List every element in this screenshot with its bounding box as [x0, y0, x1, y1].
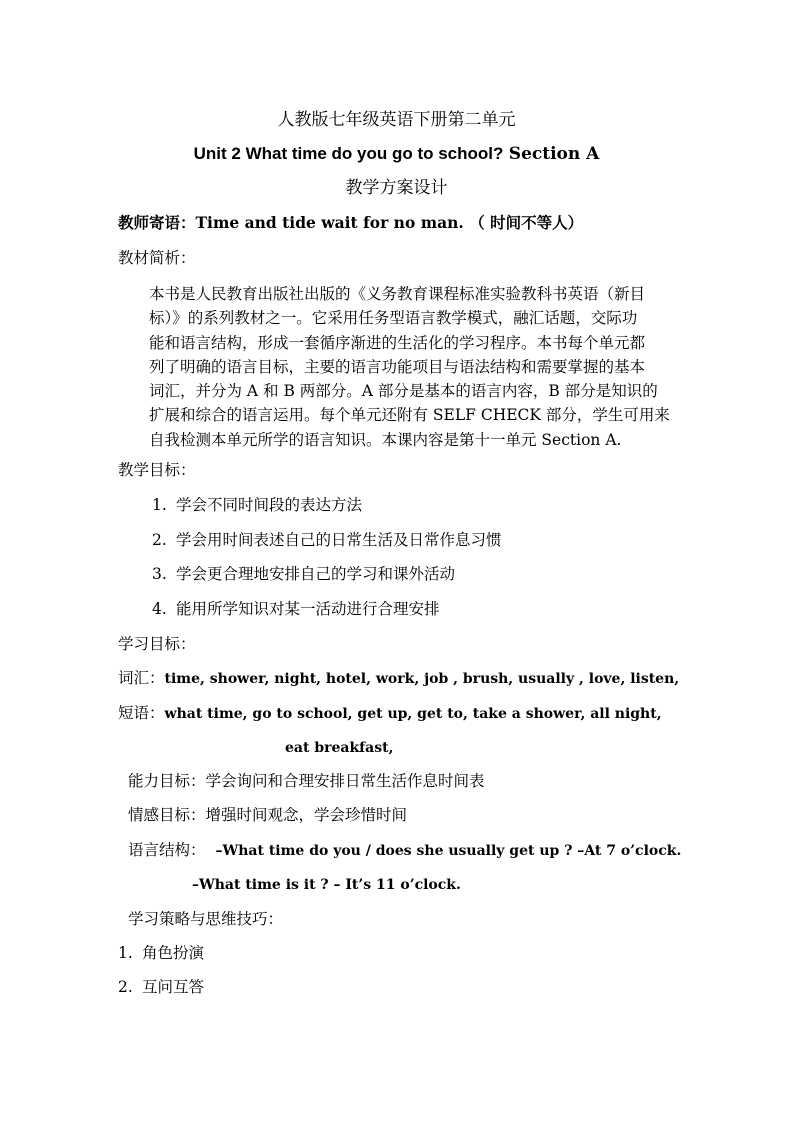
analysis-paragraph	[149, 282, 679, 452]
phrases-list: what time, go to school, get up, get to, take a shower, all night,	[164, 706, 662, 722]
analysis-line: 本书是人民教育出版社出版的《义务教育课程标准实验教科书英语（新目	[149, 285, 646, 303]
structure-label: 语言结构：	[128, 841, 206, 859]
motto-line	[118, 213, 583, 233]
strategy-item	[118, 943, 204, 963]
list-text: 学会用时间表述自己的日常生活及日常作息习惯	[176, 531, 502, 549]
analysis-line: 词汇，并分为 A 和 B 两部分。A 部分是基本的语言内容，B 部分是知识的	[149, 382, 658, 401]
learning-goals-heading: 学习目标：	[118, 635, 196, 653]
analysis-line: 扩展和综合的语言运用。每个单元还附有 SELF CHECK 部分，学生可用来	[149, 406, 670, 425]
analysis-heading: 教材简析：	[118, 249, 196, 267]
structure-example-2: –What time is it ? – It’s 11 o’clock.	[192, 877, 461, 893]
structure-line	[128, 840, 681, 861]
doc-subtitle: 教学方案设计	[345, 178, 448, 198]
list-text: 学会更合理地安排自己的学习和课外活动	[176, 565, 456, 583]
vocab-line	[118, 668, 679, 689]
ability-goal: 能力目标：学会询问和合理安排日常生活作息时间表	[128, 772, 485, 790]
teaching-goals-heading: 教学目标：	[118, 461, 196, 479]
doc-title: 人教版七年级英语下册第二单元	[277, 110, 516, 130]
list-number: 4.	[152, 600, 167, 618]
strategy-item	[118, 977, 204, 997]
analysis-line: 标）》的系列教材之一。它采用任务型语言教学模式，融汇话题，交际功	[149, 309, 638, 328]
teaching-goal-item	[152, 599, 440, 619]
analysis-line: 能和语言结构，形成一套循序渐进的生活化的学习程序。本书每个单元都	[149, 333, 646, 352]
phrases-label: 短语：	[118, 704, 165, 722]
teaching-goal-item	[152, 564, 455, 584]
teaching-goal-item	[152, 495, 362, 515]
section-name: Section A	[508, 144, 600, 164]
list-number: 2.	[118, 978, 133, 996]
list-number: 1.	[152, 496, 167, 514]
unit-title-text: Unit 2 What time do you go to school?	[193, 144, 504, 163]
teaching-goal-item	[152, 530, 502, 550]
analysis-line: 自我检测本单元所学的语言知识。本课内容是第十一单元 Section A.	[149, 430, 622, 449]
motto-text: Time and tide wait for no man. （ 时间不等人）	[195, 213, 584, 232]
phrases-line	[118, 703, 662, 724]
unit-title	[0, 144, 793, 164]
motto-label: 教师寄语：	[118, 213, 196, 232]
vocab-list: time, shower, night, hotel, work, job , brush, usually , love, listen,	[164, 671, 680, 687]
vocab-label: 词汇：	[118, 669, 165, 687]
list-text: 角色扮演	[142, 944, 205, 962]
analysis-line: 列了明确的语言目标，主要的语言功能项目与语法结构和需要掌握的基本	[149, 357, 646, 376]
emotion-goal: 情感目标：增强时间观念，学会珍惜时间	[128, 806, 408, 824]
list-number: 1.	[118, 944, 133, 962]
list-number: 2.	[152, 531, 167, 549]
structure-example: –What time do you / does she usually get up ? –At 7 o’clock.	[215, 843, 682, 859]
list-text: 互问互答	[142, 978, 205, 996]
strategies-heading: 学习策略与思维技巧：	[128, 910, 284, 928]
list-text: 学会不同时间段的表达方法	[176, 496, 363, 514]
list-number: 3.	[152, 565, 167, 583]
phrases-continued: eat breakfast,	[285, 740, 394, 756]
list-text: 能用所学知识对某一活动进行合理安排	[176, 600, 440, 618]
